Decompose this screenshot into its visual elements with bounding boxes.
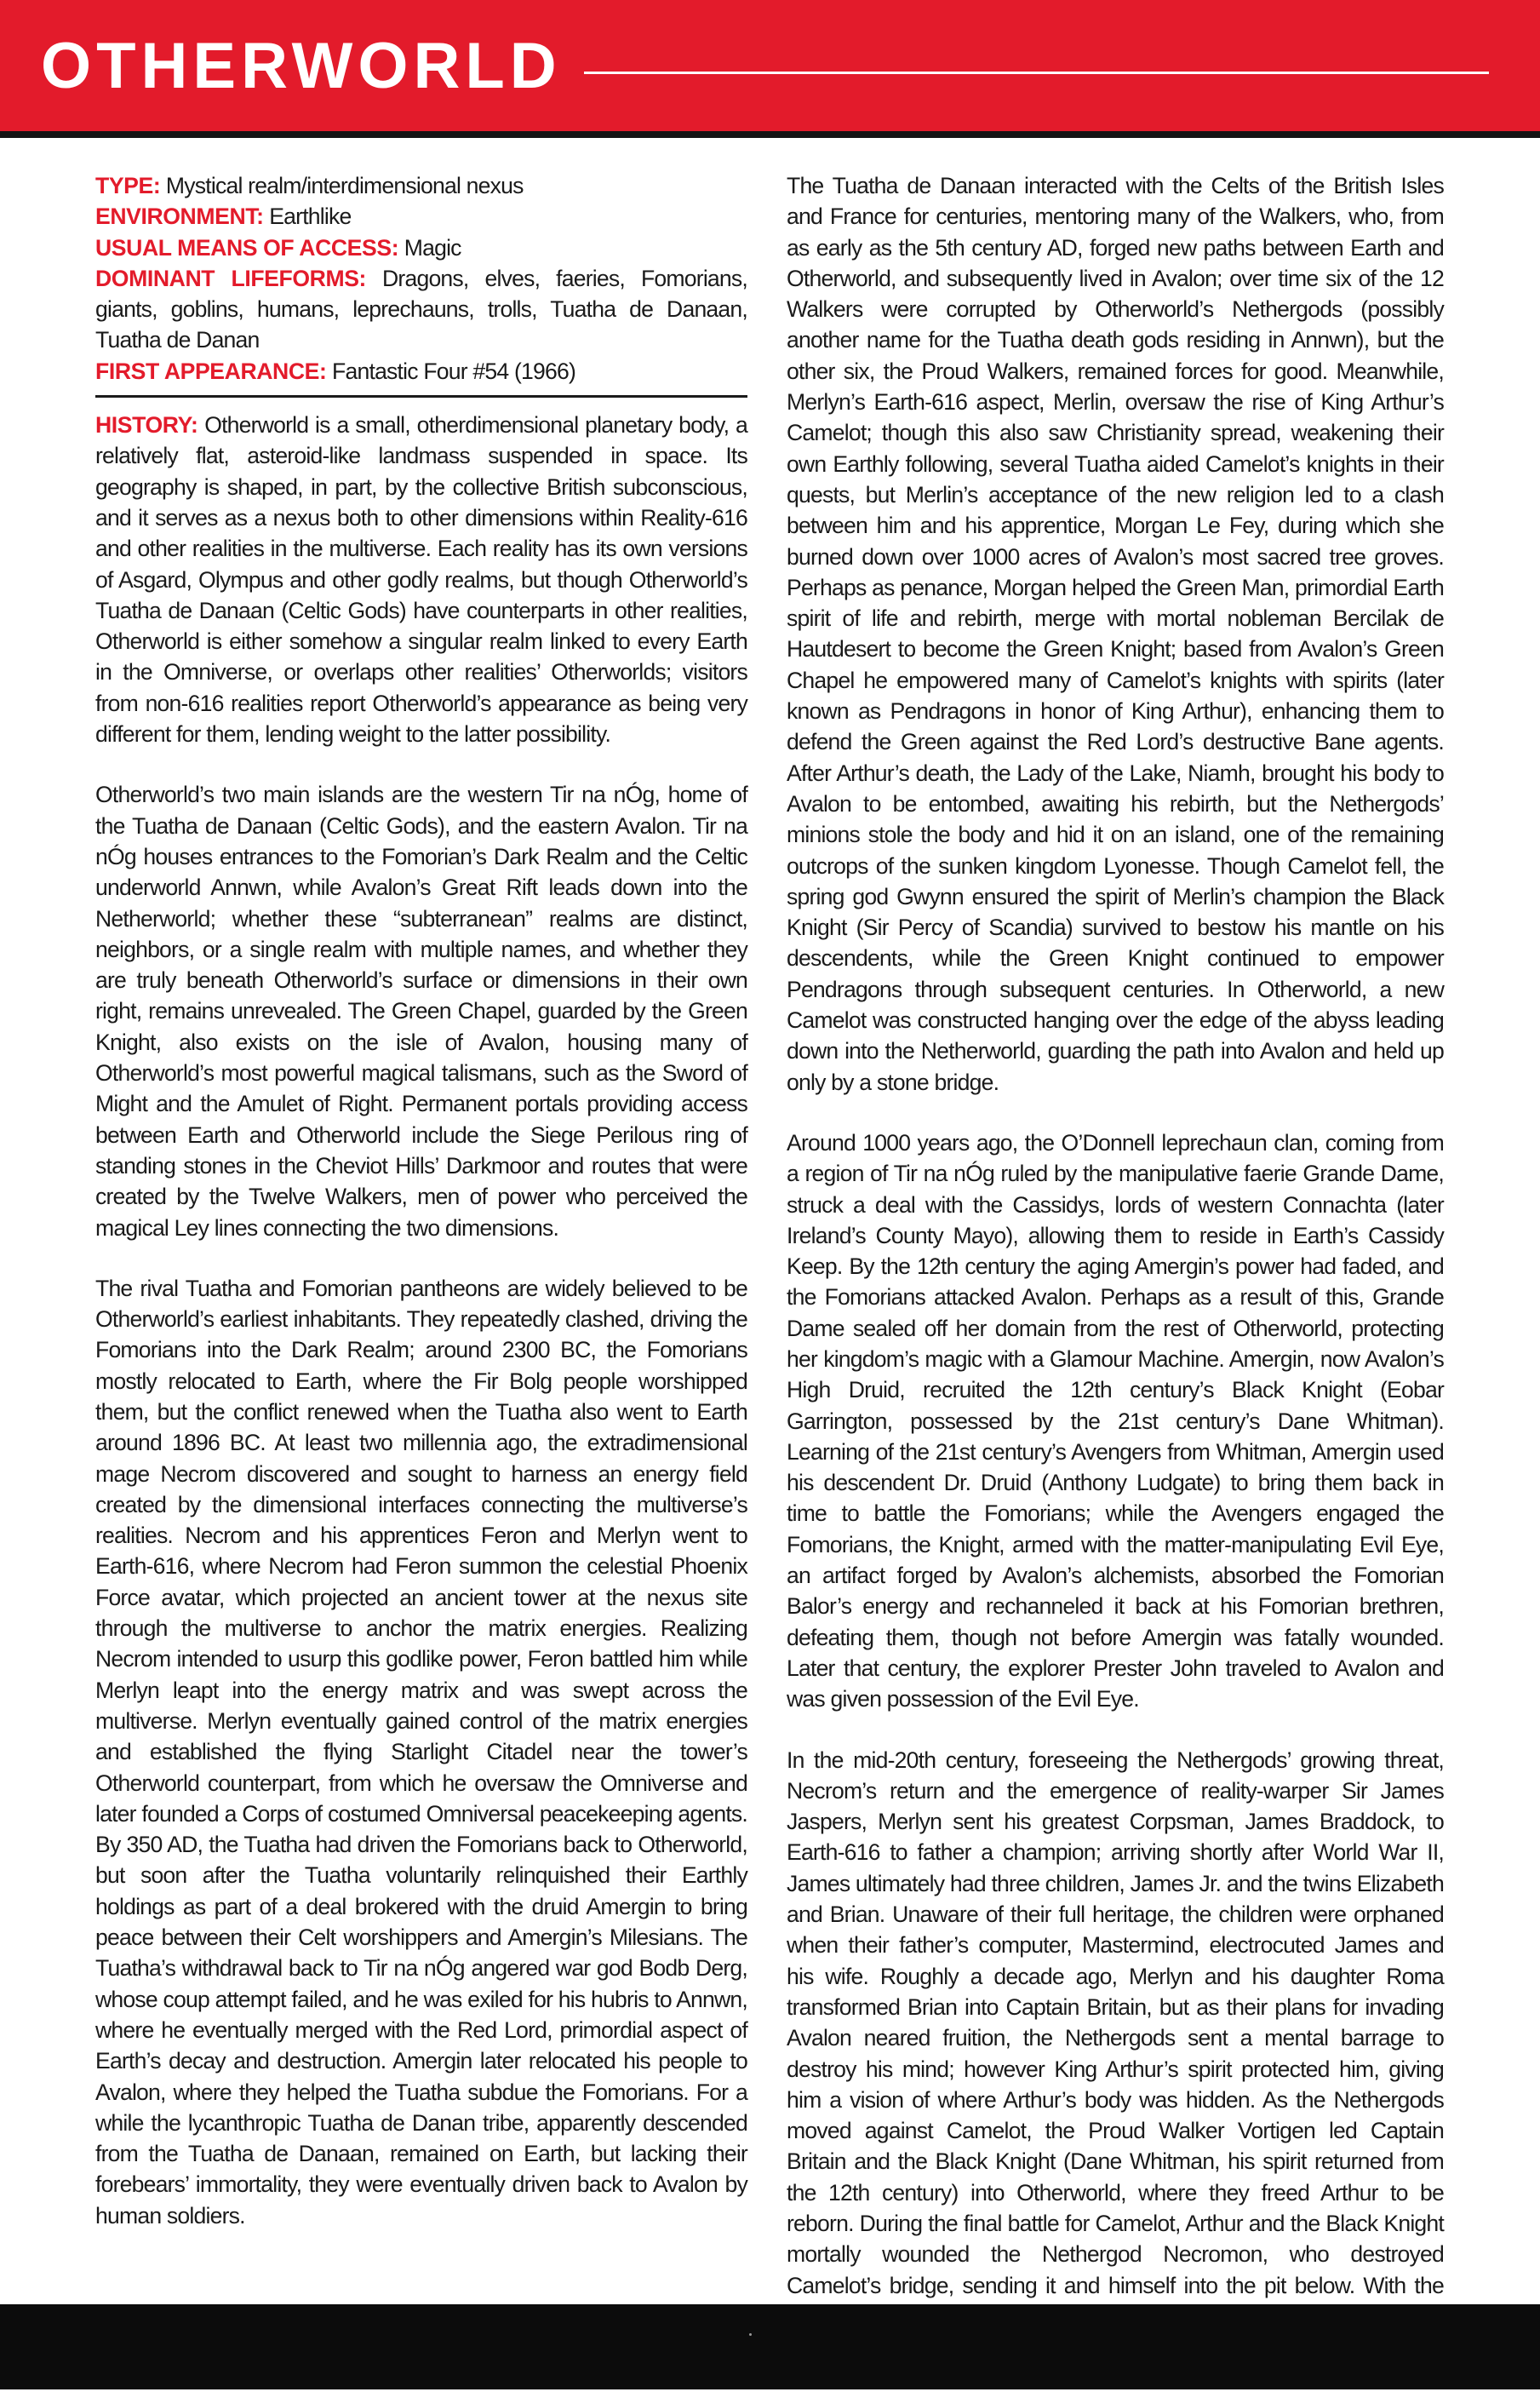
- right-column: [787, 170, 1444, 2392]
- stat-value: Magic: [398, 234, 461, 261]
- body-paragraph: The Tuatha de Danaan interacted with the Celts of the British Isles and France for centuries, mentoring many of the Walkers, who, from as early as the 5th century AD, forged new paths between Earth and Otherworld, and subsequently lived in Avalon; over time six of the 12 Walkers were corrupted by Otherworld’s Nethergods (possibly another name for the Tuatha death gods residing in Annwn), but the other six, the Proud Walkers, remained forces for good. Meanwhile, Merlyn’s Earth-616 aspect, Merlin, oversaw the rise of King Arthur’s Camelot; though this also saw Christianity spread, weakening their own Earthly following, several Tuatha aided Camelot’s knights in their quests, but Merlin’s acceptance of the new religion led to a clash between him and his apprentice, Morgan Le Fey, during which she burned down over 1000 acres of Avalon’s most sacred tree groves. Perhaps as penance, Morgan helped the Green Man, primordial Earth spirit of life and rebirth, merge with mortal nobleman Bercilak de Hautdesert to become the Green Knight; based from Avalon’s Green Chapel he empowered many of Camelot’s knights with spirits (later known as Pendragons in honor of King Arthur), enhancing them to defend the Green against the Red Lord’s destructive Bane agents. After Arthur’s death, the Lady of the Lake, Niamh, brought his body to Avalon to be entombed, awaiting his rebirth, but the Nethergods’ minions stole the body and hid it on an island, one of the remaining outcrops of the sunken kingdom Lyonesse. Though Camelot fell, the spring god Gwynn ensured the spirit of Merlin’s champion the Black Knight (Sir Percy of Scandia) survived to bestow his mantle on his descendents, while the Green Knight continued to empower Pendragons through subsequent centuries. In Otherworld, a new Camelot was constructed hanging over the edge of the abyss leading down into the Netherworld, guarding the path into Avalon and held up only by a stone bridge.: [787, 173, 1444, 1095]
- body-paragraph: Around 1000 years ago, the O’Donnell leprechaun clan, coming from a region of Tir na nÓg ruled by the manipulative faerie Grande Dame, struck a deal with the Cassidys, lords of western Connachta (later Ireland’s County Mayo), allowing them to reside in Earth’s Cassidy Keep. By the 12th century the aging Amergin’s power had faded, and the Fomorians attacked Avalon. Perhaps as a result of this, Grande Dame sealed off her domain from the rest of Otherworld, protecting her kingdom’s magic with a Glamour Machine. Amergin, now Avalon’s High Druid, recruited the 12th century’s Black Knight (Eobar Garrington, possessed by the 21st century’s Dane Whitman). Learning of the 21st century’s Avengers from Whitman, Amergin used his descendent Dr. Druid (Anthony Ludgate) to bring them back in time to battle the Fomorians; while the Avengers engaged the Fomorians, the Knight, armed with the matter-manipulating Evil Eye, an artifact forged by Avalon’s alchemists, absorbed the Fomorian Balor’s energy and rechanneled it back at his Fomorian brethren, defeating them, though not before Amergin was fatally wounded. Later that century, the explorer Prester John traveled to Avalon and was given possession of the Evil Eye.: [787, 1129, 1444, 1712]
- left-column: [95, 170, 747, 2261]
- history-intro: Otherworld is a small, otherdimensional planetary body, a relatively flat, asteroid-like landmass suspended in space. Its geography is shaped, in part, by the collective British subconscious, and it serves as a nexus both to other dimensions within Reality-616 and other realities in the multiverse. Each reality has its own versions of Asgard, Olympus and other godly realms, but though Otherworld’s Tuatha de Danaan (Celtic Gods) have counterparts in other realities, Otherworld is either somehow a singular realm linked to every Earth in the Omniverse, or overlaps other realities’ Otherworlds; visitors from non-616 realities report Otherworld’s appearance as being very different for them, lending weight to the latter possibility.: [95, 412, 747, 748]
- body-paragraph: Otherworld’s two main islands are the western Tir na nÓg, home of the Tuatha de Danaan (Celtic Gods), and the eastern Avalon. Tir na nÓg houses entrances to the Fomorian’s Dark Realm and the Celtic underworld Annwn, while Avalon’s Great Rift leads down into the Netherworld; whether these “subterranean” realms are distinct, neighbors, or a single realm with multiple names, and whether they are truly beneath Otherworld’s surface or dimensions in their own right, remains unrevealed. The Green Chapel, guarded by the Green Knight, also exists on the isle of Avalon, housing many of Otherworld’s most powerful magical talismans, such as the Sword of Might and the Amulet of Right. Permanent portals providing access between Earth and Otherworld include the Siege Perilous ring of standing stones in the Cheviot Hills’ Darkmoor and routes that were created by the Twelve Walkers, men of power who perceived the magical Ley lines connecting the two dimensions.: [95, 782, 747, 1241]
- stat-value: Fantastic Four #54 (1966): [326, 358, 576, 384]
- stat-environment: [95, 201, 747, 232]
- stats-block: [95, 170, 747, 387]
- stat-label: TYPE:: [95, 173, 161, 198]
- page-title: OTHERWORLD: [41, 30, 562, 102]
- stat-label: ENVIRONMENT:: [95, 204, 264, 230]
- title-rule: [584, 72, 1489, 74]
- footer-bar: [0, 2304, 1540, 2389]
- stat-lifeforms: [95, 263, 747, 356]
- history-label: HISTORY:: [95, 412, 198, 439]
- stat-value: Dragons, elves, faeries, Fomorians, giants, goblins, humans, leprechauns, trolls, Tuatha de Danaan, Tuatha de Danan: [95, 265, 747, 353]
- history-paragraph: [95, 410, 747, 749]
- stat-value: Earthlike: [263, 204, 352, 230]
- stats-divider: [95, 395, 747, 398]
- body-paragraph: The rival Tuatha and Fomorian pantheons are widely believed to be Otherworld’s earliest inhabitants. They repeatedly clashed, driving the Fomorians into the Dark Realm; around 2300 BC, the Fomorians mostly relocated to Earth, where the Fir Bolg people worshipped them, but the conflict renewed when the Tuatha also went to Earth around 1896 BC. At least two millennia ago, the extradimensional mage Necrom discovered and sought to harness an energy field created by the dimensional interfaces connecting the multiverse’s realities. Necrom and his apprentices Feron and Merlyn went to Earth-616, where Necrom had Feron summon the celestial Phoenix Force avatar, which projected an ancient tower at the nexus site through the multiverse to anchor the matrix energies. Realizing Necrom intended to usurp this godlike power, Feron battled him while Merlyn leapt into the energy matrix and was swept across the multiverse. Merlyn eventually gained control of the matrix energies and established the flying Starlight Citadel near the tower’s Otherworld counterpart, from which he oversaw the Omniverse and later founded a Corps of costumed Omniversal peacekeeping agents. By 350 AD, the Tuatha had driven the Fomorians back to Otherworld, but soon after the Tuatha voluntarily relinquished their Earthly holdings as part of a deal brokered with the druid Amergin to bring peace between their Celt worshippers and Amergin’s Milesians. The Tuatha’s withdrawal back to Tir na nÓg angered war god Bodb Derg, whose coup attempt failed, and he was exiled for his hubris to Annwn, where he eventually merged with the Red Lord, primordial aspect of Earth’s decay and destruction. Amergin later relocated his people to Avalon, where they helped the Tuatha subdue the Fomorians. For a while the lycanthropic Tuatha de Danan tribe, apparently descended from the Tuatha de Danaan, remained on Earth, but lacking their forebears’ immortality, they were eventually driven back to Avalon by human soldiers.: [95, 1275, 747, 2229]
- stat-value: Mystical realm/interdimensional nexus: [160, 173, 524, 198]
- stat-first-appearance: [95, 356, 747, 387]
- stat-type: [95, 170, 747, 201]
- stat-label: USUAL MEANS OF ACCESS:: [95, 234, 399, 261]
- stat-access: [95, 232, 747, 263]
- body-paragraph: In the mid-20th century, foreseeing the Nethergods’ growing threat, Necrom’s return and the emergence of reality-warper Sir James Jaspers, Merlyn sent his greatest Corpsman, James Braddock, to Earth-616 to father a champion; arriving shortly after World War II, James ultimately had three children, James Jr. and the twins Elizabeth and Brian. Unaware of their full heritage, the children were orphaned when their father’s computer, Mastermind, electrocuted James and his wife. Roughly a decade ago, Merlyn and his daughter Roma transformed Brian into Captain Britain, but as their plans for invading Avalon neared fruition, the Nethergods sent a mental barrage to destroy his mind; however King Arthur’s spirit protected him, giving him a vision of where Arthur’s body was hidden. As the Nethergods moved against Camelot, the Proud Walker Vortigen led Captain Britain and the Black Knight (Dane Whitman, his spirit returned from the 12th century) into Otherworld, where they freed Arthur to be reborn. During the final battle for Camelot, Arthur and the Black Knight mortally wounded the Nethergod Necromon, who destroyed Camelot’s bridge, sending it and himself into the pit below. With the: [787, 1747, 1444, 2298]
- stat-label: FIRST APPEARANCE:: [95, 358, 327, 384]
- stat-label: DOMINANT LIFEFORMS:: [95, 265, 366, 291]
- header-banner: [0, 0, 1540, 138]
- footer-mark: [749, 2333, 752, 2336]
